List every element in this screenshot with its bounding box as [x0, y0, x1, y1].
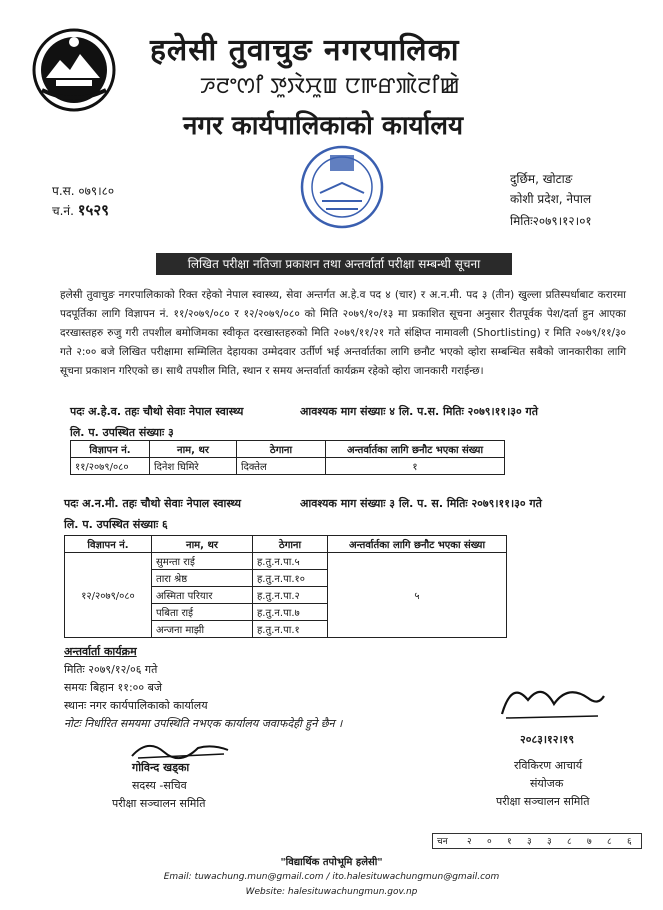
cell-addr: ह.तु.न.पा.७	[253, 604, 328, 621]
counter-digit: ६	[627, 837, 632, 847]
col-name: नाम, थर	[152, 536, 253, 553]
post2-details: पदः अ.न.मी. तहः चौथो सेवाः नेपाल स्वास्थ्य	[64, 497, 242, 510]
signature-right-icon	[498, 676, 608, 722]
signatory-left-role: सदस्य -सचिव	[132, 779, 187, 792]
signatory-right-name: रविकिरण आचार्य	[514, 759, 583, 772]
col-adv: विज्ञापन नं.	[65, 536, 152, 553]
post1-demand: आवश्यक माग संख्याः ४ लि. प.स. मितिः २०७९।११।३० गते	[300, 405, 539, 418]
cell-name: अन्जना माझी	[152, 621, 253, 638]
municipality-title: हलेसी तुवाचुङ नगरपालिका	[150, 33, 460, 68]
municipality-title-script: ꯍꯂꯦꯁꯤ ꯇꯨꯋꯥꯆꯨꯡ ꯅꯒꯔꯄꯥꯂꯤꯀꯥ	[200, 74, 460, 99]
table-row	[65, 553, 507, 570]
counter-label: चन	[437, 837, 448, 847]
cell-name: सुमन्ता राई	[152, 553, 253, 570]
interview-place: स्थानः नगर कार्यपालिकाको कार्यालय	[64, 699, 208, 712]
post2-present: लि. प. उपस्थित संख्याः ६	[64, 518, 168, 531]
office-title: नगर कार्यपालिकाको कार्यालय	[183, 111, 464, 141]
office-stamp-icon	[298, 143, 386, 231]
municipality-emblem-icon	[30, 26, 118, 114]
interview-date: मितिः २०७९/१२/०६ गते	[64, 663, 158, 676]
chalani-number	[52, 200, 109, 220]
table-header-row	[71, 441, 505, 458]
post2-table	[64, 535, 507, 638]
counter-digit: ०	[487, 837, 492, 847]
post1-details: पदः अ.हे.व. तहः चौथो सेवाः नेपाल स्वास्थ्य	[70, 405, 244, 418]
signature-right-date: २०८३।१२।१९	[520, 733, 575, 746]
signatory-left-committee: परीक्षा सञ्चालन समिति	[112, 797, 206, 810]
col-name: नाम, थर	[150, 441, 237, 458]
col-addr: ठेगाना	[237, 441, 326, 458]
cell-addr: ह.तु.न.पा.२	[253, 587, 328, 604]
cell-addr: ह.तु.न.पा.५	[253, 553, 328, 570]
cell-adv: १२/२०७९/०८०	[65, 553, 152, 638]
chalani-label: च.नं.	[52, 204, 74, 218]
footer-email: Email: tuwachung.mun@gmail.com / ito.halesituwachungmun@gmail.com	[163, 872, 500, 882]
cell-name: पबिता राई	[152, 604, 253, 621]
signatory-left-name: गोविन्द खड्का	[132, 761, 190, 774]
counter-digit: १	[507, 837, 512, 847]
counter-digit: ७	[587, 837, 592, 847]
cell-count: ५	[328, 553, 507, 638]
table-row	[71, 458, 505, 475]
counter-digit: ३	[527, 837, 532, 847]
notice-title: लिखित परीक्षा नतिजा प्रकाशन तथा अन्तर्वार्ता परीक्षा सम्बन्धी सूचना	[156, 253, 512, 275]
col-count: अन्तर्वार्तका लागि छनौट भएका संख्या	[326, 441, 505, 458]
interview-note: नोटः निर्धारित समयमा उपस्थिति नभएक कार्यालय जवाफदेही हुने छैन ।	[64, 717, 343, 730]
notice-body: हलेसी तुवाचुङ नगरपालिकाको रिक्त रहेको नेपाल स्वास्थ्य, सेवा अन्तर्गत अ.हे.व पद ४ (चार) र अ.न.मी. पद ३ (तीन) खुल्ला प्रतिस्पर्धाबाट करारमा पदपूर्तिका लागि विज्ञापन नं. ११/२०७९/०८० र १२/२०७९/०८० को मिति २०७९/१०/१३ मा प्रकाशित सूचना अनुसार रीतपूर्वक पेश/दर्ता हुन आएका दरखास्तहरु रुजु गरी तपशील बमोजिमका स्वीकृत दरखास्तहरुको मिति २०७९/११/२१ गते संक्षिप्त नामावली (Shortlisting) र मिति २०७९/११/३० गते २:०० बजे लिखित परीक्षामा सम्मिलित देहायका उम्मेदवार उर्तीर्ण भई अन्तर्वार्तका लागि छनौट भएको व्होरा सम्बन्धित सबैको जानकारीका लागि सूचना प्रकाशन गरिएको छ। साथै तपशील मिति, स्थान र समय अन्तर्वार्ता कार्यक्रम रहेको व्होरा जानकारी गराईन्छ।	[60, 289, 626, 377]
counter-digit: ८	[607, 837, 612, 847]
interview-time: समयः बिहान ११:०० बजे	[64, 681, 163, 694]
chalani-value: १५२९	[77, 201, 109, 219]
post2-demand: आवश्यक माग संख्याः ३ लि. प. स. मितिः २०७९।११।३० गते	[300, 497, 542, 510]
counter-digit: ८	[567, 837, 572, 847]
post1-table	[70, 440, 505, 475]
col-adv: विज्ञापन नं.	[71, 441, 150, 458]
interview-heading: अन्तर्वार्ता कार्यक्रम	[64, 645, 137, 658]
signatory-right-committee: परीक्षा सञ्चालन समिति	[496, 795, 590, 808]
cell-addr: दिक्तेल	[237, 458, 326, 475]
col-addr: ठेगाना	[253, 536, 328, 553]
table-header-row	[65, 536, 507, 553]
counter-digit: ३	[547, 837, 552, 847]
post1-present: लि. प. उपस्थित संख्याः ३	[70, 426, 174, 439]
cell-count: १	[326, 458, 505, 475]
signatory-right-role: संयोजक	[530, 777, 564, 790]
cell-addr: ह.तु.न.पा.१	[253, 621, 328, 638]
cell-name: अस्मिता परियार	[152, 587, 253, 604]
footer-website: Website: halesituwachungmun.gov.np	[245, 887, 418, 897]
col-count: अन्तर्वार्तका लागि छनौट भएका संख्या	[328, 536, 507, 553]
footer-slogan: "विद्यार्थिक तपोभूमि हलेसी"	[280, 857, 383, 868]
issue-date: मितिः२०७९।१२।०१	[510, 214, 592, 228]
address-line2: कोशी प्रदेश, नेपाल	[510, 192, 592, 206]
counter-digit: २	[467, 837, 472, 847]
document-counter	[432, 833, 642, 849]
cell-addr: ह.तु.न.पा.१०	[253, 570, 328, 587]
cell-adv: ११/२०७९/०८०	[71, 458, 150, 475]
cell-name: दिनेश घिमिरे	[150, 458, 237, 475]
address-line1: दुर्छिम, खोटाङ	[510, 172, 573, 186]
patra-sankhya: प.स. ०७९।८०	[52, 184, 115, 198]
cell-name: तारा श्रेष्ठ	[152, 570, 253, 587]
